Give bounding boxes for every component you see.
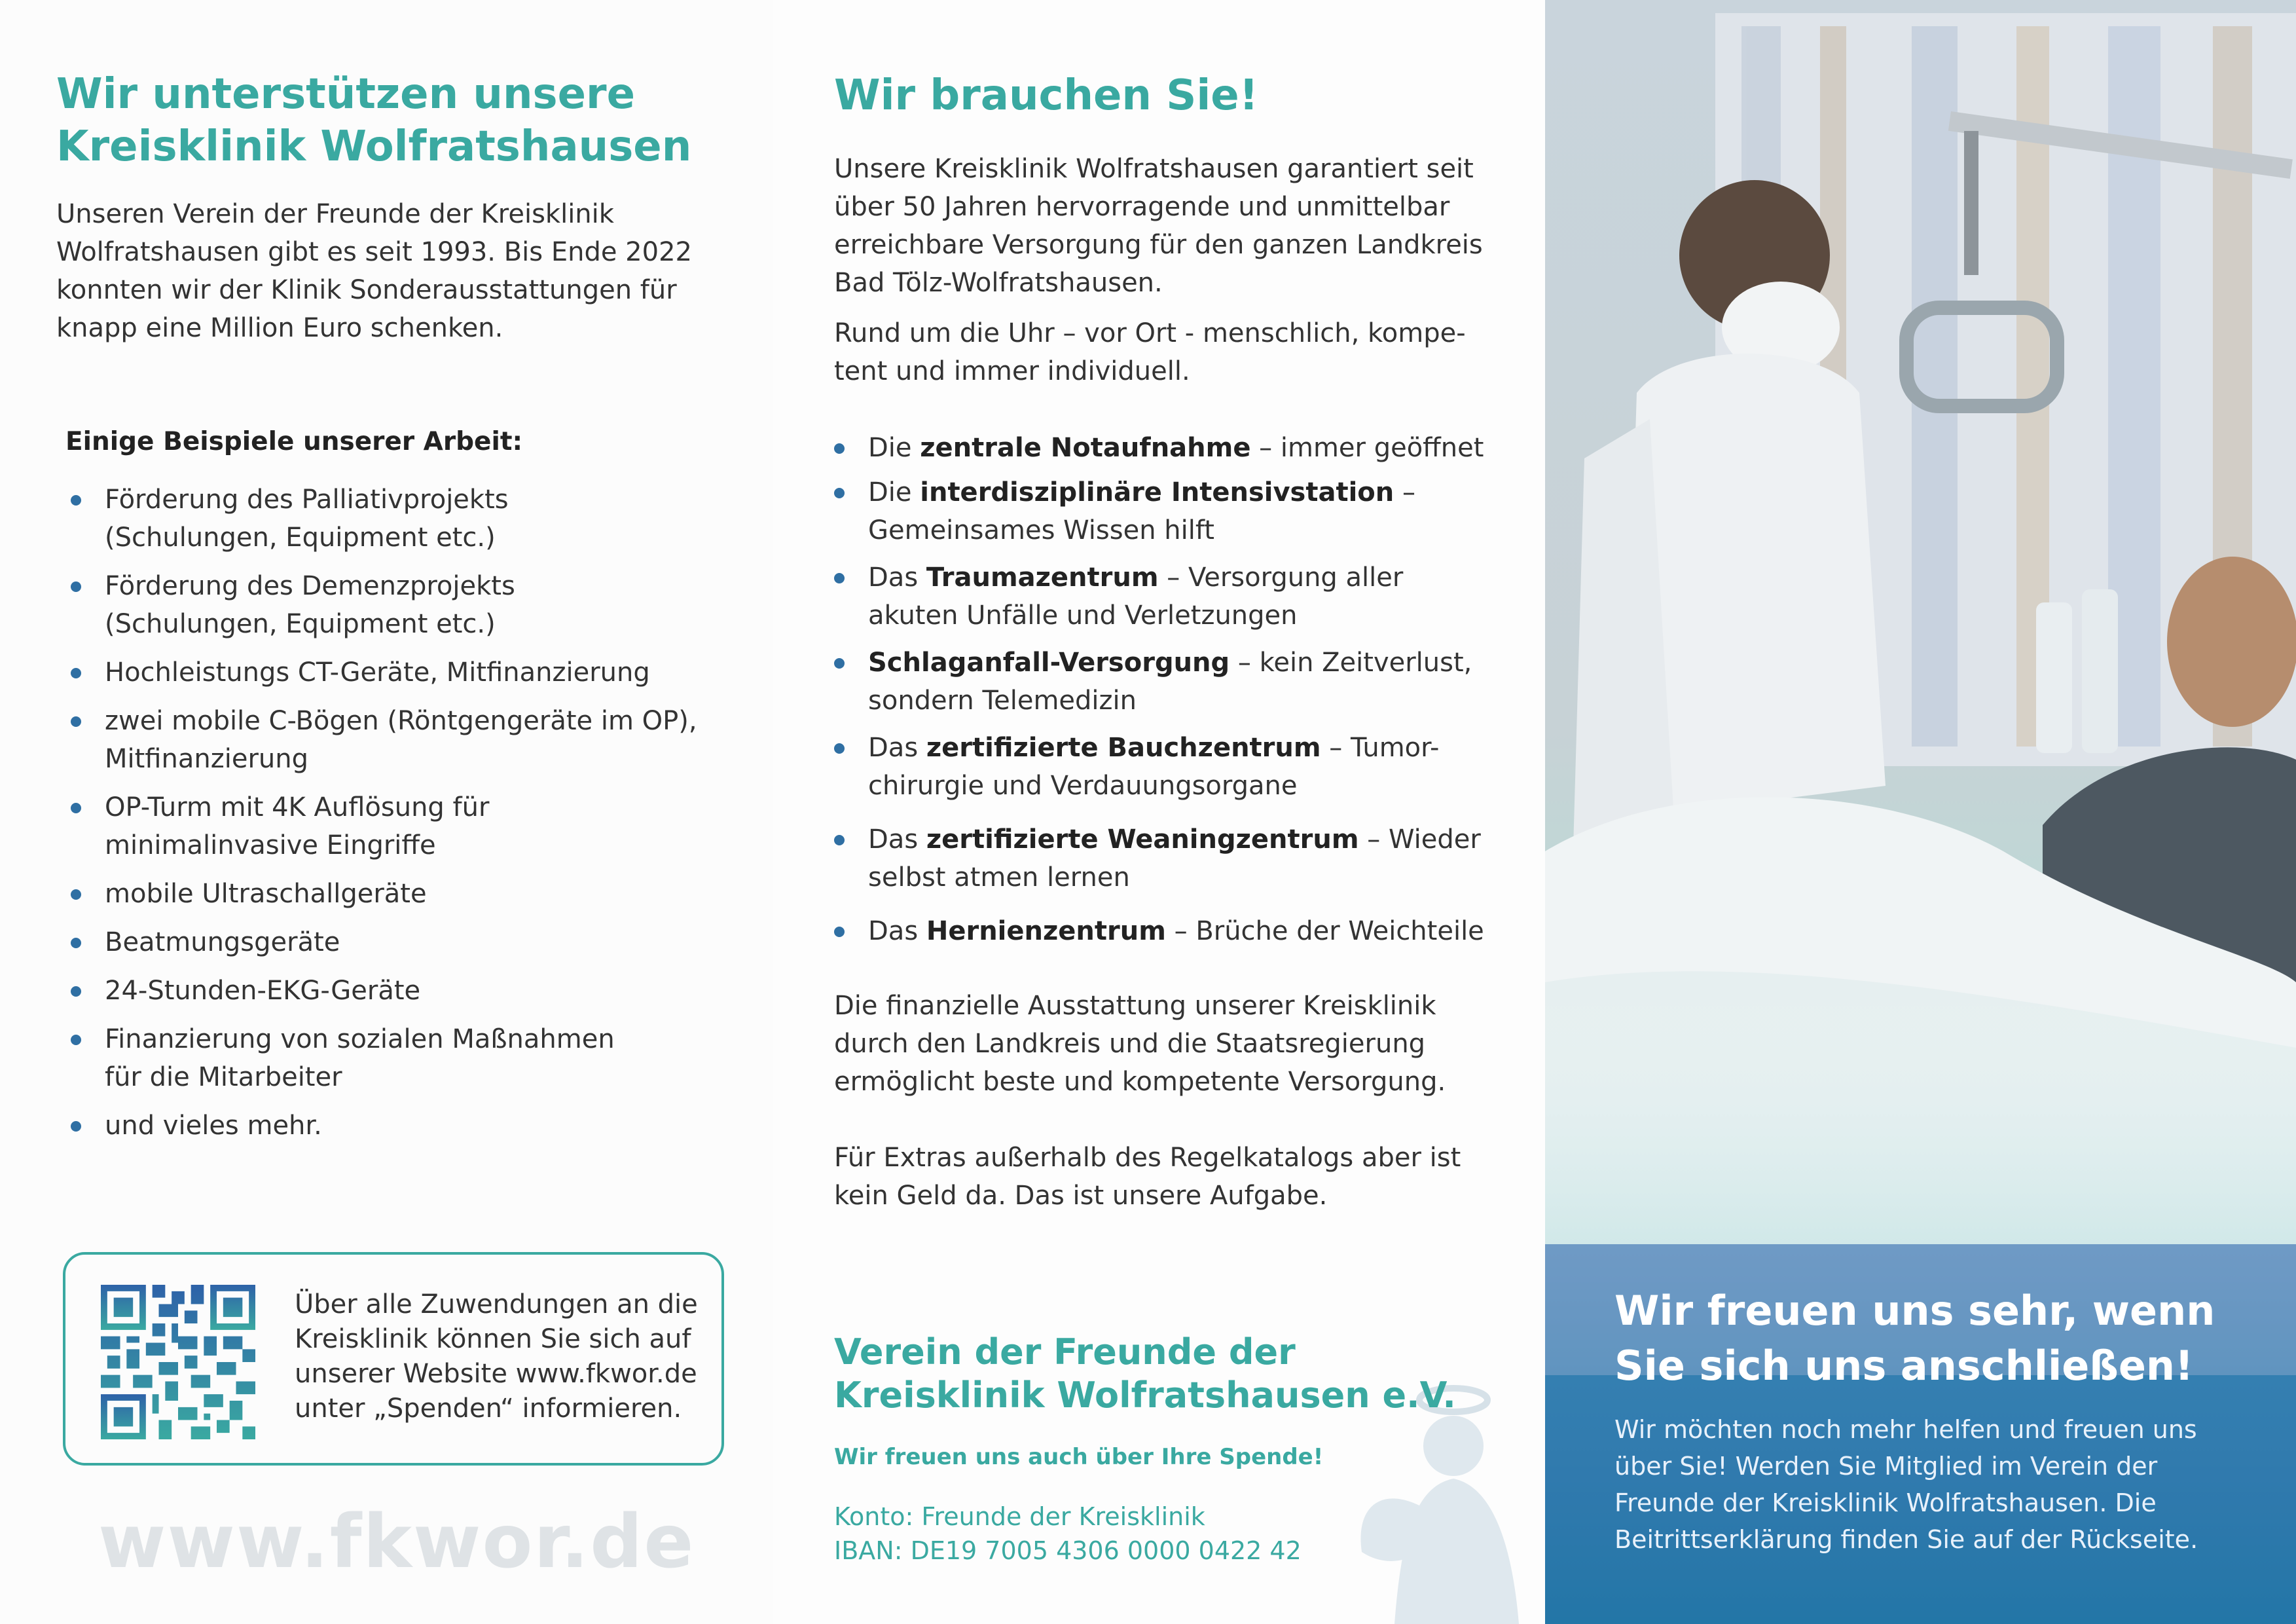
left-heading-line: Wir unterstützen unsere xyxy=(56,70,635,119)
left-intro xyxy=(56,195,692,347)
bank-details xyxy=(834,1500,1302,1568)
list-item: Das Hernienzentrum – Brüche der Weichteile xyxy=(834,912,1528,950)
iban: IBAN: DE19 7005 4306 0000 0422 42 xyxy=(834,1536,1302,1565)
bullet-icon xyxy=(71,716,81,727)
bullet-icon xyxy=(834,658,845,669)
intro-line: konnten wir der Klinik Sonderausstattungen für xyxy=(56,275,677,305)
bullet-icon xyxy=(71,938,81,948)
middle-intro: Unsere Kreisklinik Wolfratshausen garantiert seit über 50 Jahren hervorragende und unmittelbar erreichbare Versorgung für den ganzen Landkreis Bad Tölz-Wolfratshausen. xyxy=(834,154,1483,298)
middle-heading: Wir brauchen Sie! xyxy=(834,71,1258,120)
left-heading xyxy=(56,68,691,173)
list-item: Beatmungsgeräte xyxy=(71,923,752,961)
list-item: Das zertifizierte Weaningzentrum – Wieder selbst atmen lernen xyxy=(834,821,1528,896)
donation-line: Wir freuen uns auch über Ihre Spende! xyxy=(834,1444,1324,1470)
bullet-icon xyxy=(71,986,81,997)
left-heading-line: Kreisklinik Wolfratshausen xyxy=(56,122,692,171)
join-text: Wir möchten noch mehr helfen und freuen uns über Sie! Werden Sie Mitglied im Verein der Freunde der Kreisklinik Wolfratshausen. Die Beitrittserklärung finden Sie auf der Rückseite. xyxy=(1614,1415,2198,1554)
bullet-icon xyxy=(71,1035,81,1045)
qr-info-text: Über alle Zuwendungen an die Kreisklinik können Sie sich auf unserer Website www.fkwor.de unter „Spenden“ informieren. xyxy=(295,1289,698,1424)
qr-info-box xyxy=(63,1252,724,1466)
services-list xyxy=(834,429,1528,961)
intro-line: Unseren Verein der Freunde der Kreisklinik xyxy=(56,199,614,229)
list-item: Schlaganfall-Versorgung – kein Zeitverlust, sondern Telemedizin xyxy=(834,644,1528,720)
bullet-icon xyxy=(71,803,81,813)
middle-intro-2: Rund um die Uhr – vor Ort - menschlich, kompe- tent und immer individuell. xyxy=(834,318,1466,386)
list-item: Förderung des Demenzprojekts (Schulungen, Equipment etc.) xyxy=(71,567,752,643)
join-title: Wir freuen uns sehr, wenn Sie sich uns anschließen! xyxy=(1614,1287,2215,1390)
examples-heading: Einige Beispiele unserer Arbeit: xyxy=(65,427,523,456)
bullet-icon xyxy=(834,443,845,454)
list-item: Das zertifizierte Bauchzentrum – Tumor- chirurgie und Verdauungsorgane xyxy=(834,729,1528,805)
list-item: mobile Ultraschallgeräte xyxy=(71,875,752,913)
bullet-icon xyxy=(71,495,81,506)
bullet-icon xyxy=(834,835,845,845)
bullet-icon xyxy=(71,1121,81,1132)
examples-list xyxy=(71,481,752,1155)
list-item: Förderung des Palliativprojekts (Schulungen, Equipment etc.) xyxy=(71,481,752,557)
org-name: Verein der Freunde der Kreisklinik Wolfratshausen e.V. xyxy=(834,1331,1456,1416)
extras-text: Für Extras außerhalb des Regelkatalogs aber ist kein Geld da. Das ist unsere Aufgabe. xyxy=(834,1143,1461,1211)
bullet-icon xyxy=(834,743,845,754)
intro-line: Wolfratshausen gibt es seit 1993. Bis Ende 2022 xyxy=(56,237,692,267)
bullet-icon xyxy=(71,581,81,592)
bullet-icon xyxy=(834,573,845,583)
intro-line: knapp eine Million Euro schenken. xyxy=(56,313,503,343)
account-name: Konto: Freunde der Kreisklinik xyxy=(834,1502,1205,1531)
list-item: Finanzierung von sozialen Maßnahmen für die Mitarbeiter xyxy=(71,1020,752,1096)
list-item: Das Traumazentrum – Versorgung aller akuten Unfälle und Verletzungen xyxy=(834,559,1528,635)
middle-panel xyxy=(773,0,1545,1624)
list-item: OP-Turm mit 4K Auflösung für minimalinvasive Eingriffe xyxy=(71,788,752,864)
bullet-icon xyxy=(834,488,845,498)
funding-text: Die finanzielle Ausstattung unserer Kreisklinik durch den Landkreis und die Staatsregierung ermöglicht beste und kompetente Versorgung. xyxy=(834,991,1446,1097)
bullet-icon xyxy=(71,889,81,900)
list-item: Die zentrale Notaufnahme – immer geöffnet xyxy=(834,429,1528,467)
list-item: 24-Stunden-EKG-Geräte xyxy=(71,972,752,1010)
list-item: und vieles mehr. xyxy=(71,1107,752,1145)
left-panel xyxy=(0,0,773,1624)
right-panel xyxy=(1545,0,2296,1624)
website-url[interactable]: www.fkwor.de xyxy=(98,1500,695,1585)
list-item: zwei mobile C-Bögen (Röntgengeräte im OP), Mitfinanzierung xyxy=(71,702,752,778)
list-item: Hochleistungs CT-Geräte, Mitfinanzierung xyxy=(71,654,752,692)
list-item: Die interdisziplinäre Intensivstation – Gemeinsames Wissen hilft xyxy=(834,473,1528,549)
bullet-icon xyxy=(71,668,81,678)
bullet-icon xyxy=(834,927,845,937)
qr-code-icon[interactable] xyxy=(100,1285,257,1439)
